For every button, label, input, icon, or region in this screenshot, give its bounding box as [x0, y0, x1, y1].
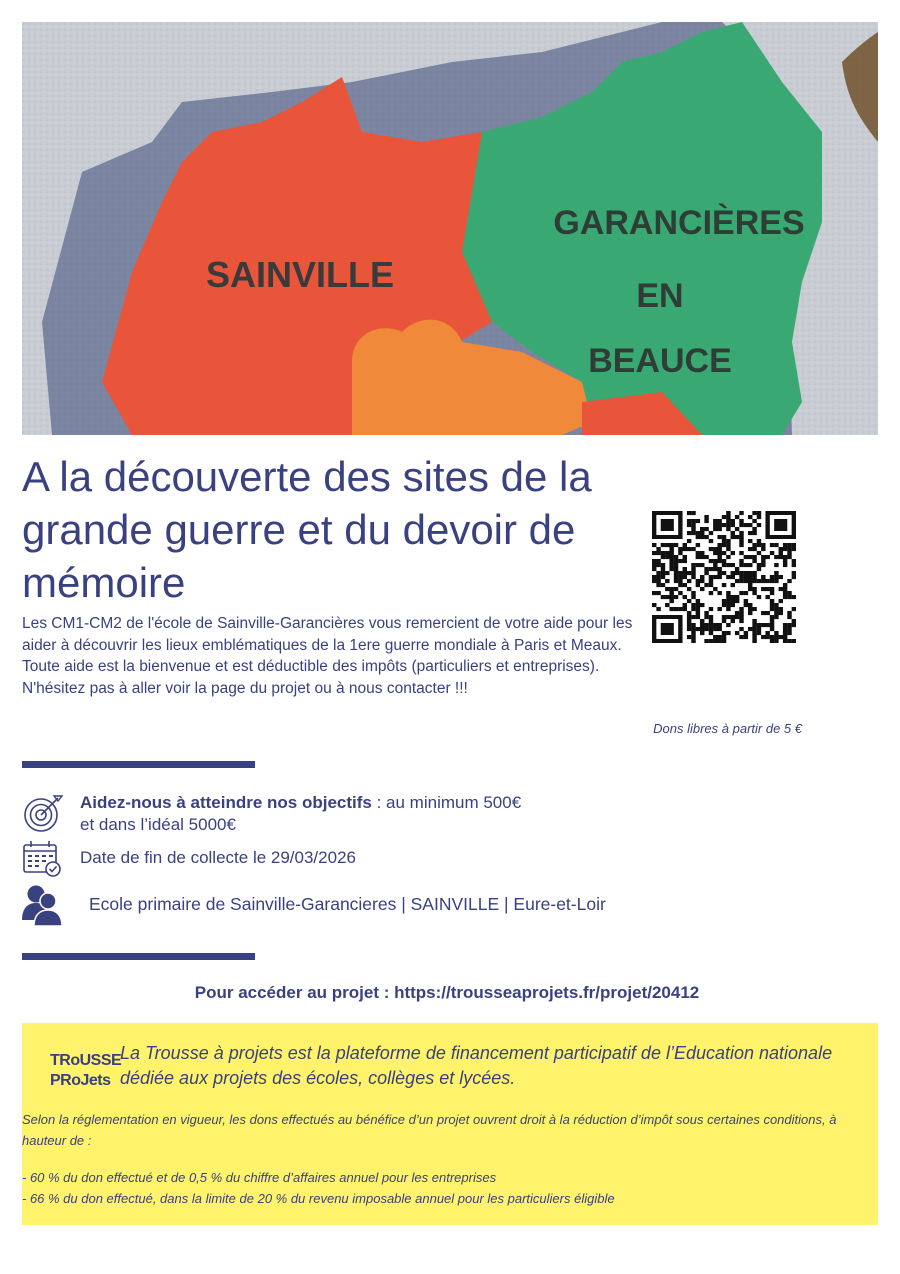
legal-companies: - 60 % du don effectué et de 0,5 % du chiffre d’affaires annuel pour les entreprises	[22, 1170, 497, 1185]
footer-box	[22, 1023, 878, 1225]
project-link[interactable]: Pour accéder au projet : https://trousseaprojets.fr/projet/20412	[194, 983, 700, 1002]
hero-image	[22, 22, 878, 435]
donation-note: Dons libres à partir de 5 €	[653, 721, 802, 736]
qr-code-icon	[652, 511, 796, 643]
objective-min: : au minimum 500€	[371, 793, 522, 812]
label-en: EN	[636, 277, 684, 315]
puzzle-map-illustration	[22, 22, 878, 435]
page-title: A la découverte des sites de la grande guerre et du devoir de mémoire	[22, 453, 592, 606]
target-icon	[22, 793, 64, 833]
school-info: Ecole primaire de Sainville-Garancieres | SAINVILLE | Eure-et-Loir	[89, 894, 606, 914]
tagline-line-2: dédiée aux projets des écoles, collèges et lycées.	[120, 1068, 516, 1088]
calendar-icon	[22, 840, 62, 878]
trousse-logo	[50, 1045, 130, 1093]
intro-paragraph: Les CM1-CM2 de l'école de Sainville-Garancières vous remercient de votre aide pour les aider à découvrir les lieux emblématiques de la 1ere guerre mondiale à Paris et Meaux. Toute aide est la bienvenue et est déductible des impôts (particuliers et entreprises). N'hésitez pas à aller voir la page du projet ou à nous contacter !!!	[22, 615, 633, 697]
objective-bold: Aidez-nous à atteindre nos objectifs	[80, 793, 372, 812]
qr-code[interactable]	[652, 511, 796, 643]
logo-line-2: PRoJets	[50, 1072, 111, 1089]
tagline-line-1: La Trousse à projets est la plateforme de financement participatif de l’Education nationale	[120, 1043, 833, 1063]
legal-individuals: - 66 % du don effectué, dans la limite de 20 % du revenu imposable annuel pour les particuliers éligible	[22, 1191, 615, 1206]
label-beauce: BEAUCE	[588, 342, 732, 380]
footer-tagline	[120, 1041, 880, 1091]
objective-ideal: et dans l’idéal 5000€	[80, 815, 236, 834]
objective-text	[80, 792, 680, 836]
divider-top	[22, 761, 255, 768]
logo-line-1: TRoUSSE	[50, 1052, 122, 1069]
end-date: Date de fin de collecte le 29/03/2026	[80, 848, 356, 867]
legal-text	[22, 1109, 878, 1209]
divider-bottom	[22, 953, 255, 960]
people-icon	[22, 884, 62, 926]
label-garancieres: GARANCIÈRES	[553, 204, 805, 242]
legal-intro: Selon la réglementation en vigueur, les dons effectués au bénéfice d’un projet ouvrent droit à la réduction d’impôt sous certaines conditions, à hauteur de :	[22, 1112, 837, 1148]
label-sainville: SAINVILLE	[205, 254, 395, 295]
